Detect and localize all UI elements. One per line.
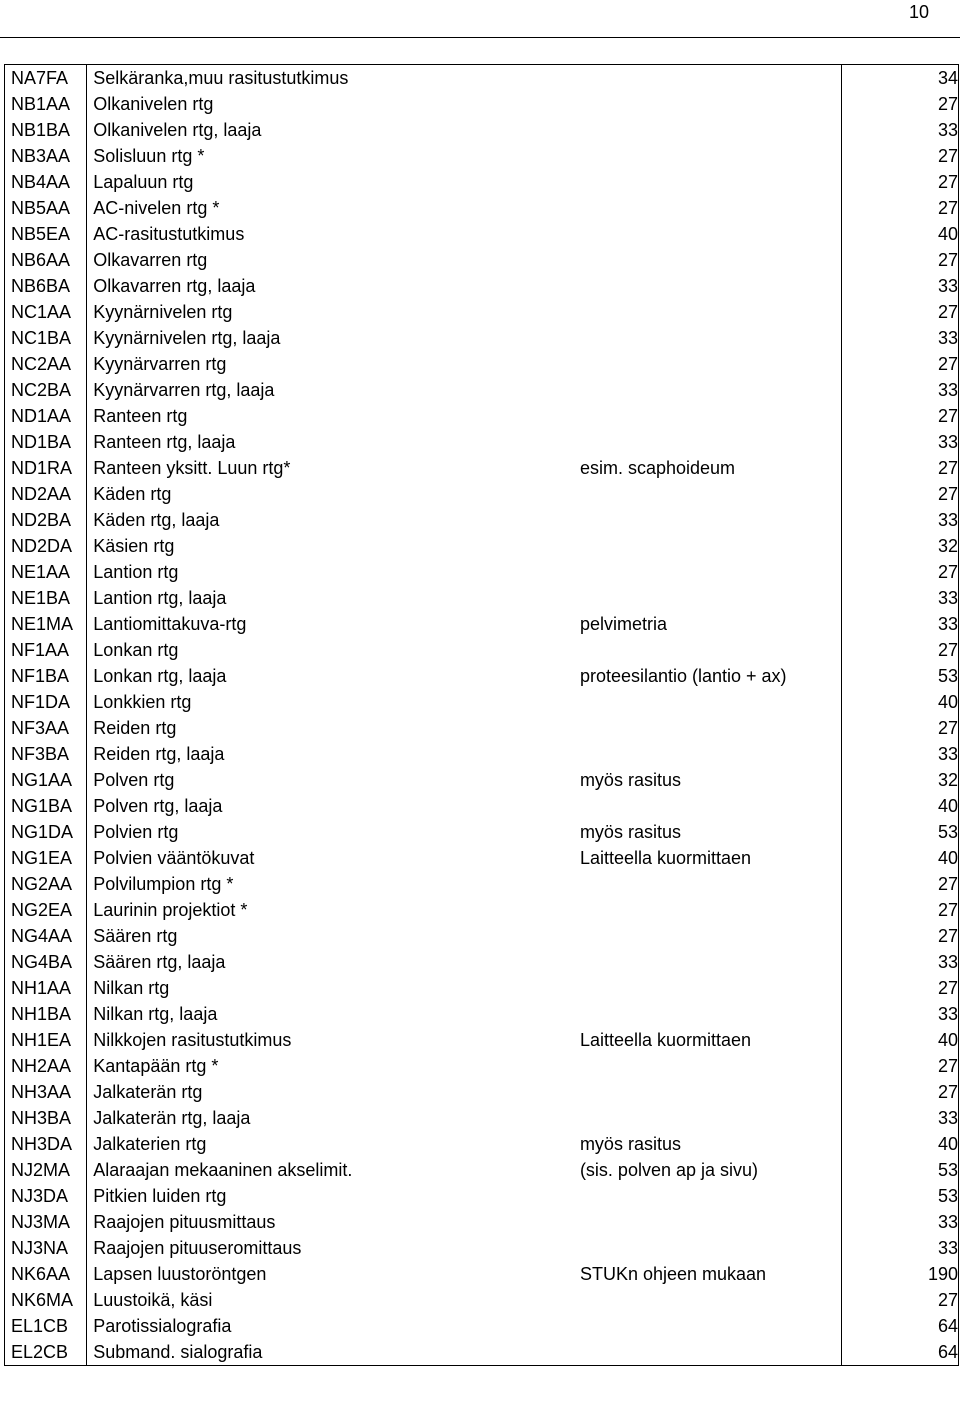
exam-note-cell	[574, 325, 842, 351]
exam-description-cell: Luustoikä, käsi	[87, 1287, 574, 1313]
exam-price-cell: 27	[842, 481, 959, 507]
table-row	[5, 845, 959, 871]
exam-note-cell: myös rasitus	[574, 1131, 842, 1157]
page-number: 10	[908, 2, 929, 22]
exam-description-cell: Jalkaterien rtg	[87, 1131, 574, 1157]
exam-description-cell: Ranteen rtg, laaja	[87, 429, 574, 455]
exam-description-cell: Ranteen rtg	[87, 403, 574, 429]
table-row	[5, 1001, 959, 1027]
exam-note-cell	[574, 1235, 842, 1261]
exam-code-cell: NB5AA	[5, 195, 87, 221]
exam-description-cell: Kyynärnivelen rtg, laaja	[87, 325, 574, 351]
exam-code-cell: NE1AA	[5, 559, 87, 585]
exam-description-cell: Nilkan rtg, laaja	[87, 1001, 574, 1027]
exam-code-cell: NH1EA	[5, 1027, 87, 1053]
table-row	[5, 975, 959, 1001]
table-row	[5, 767, 959, 793]
exam-note-cell: STUKn ohjeen mukaan	[574, 1261, 842, 1287]
table-row	[5, 637, 959, 663]
table-row	[5, 741, 959, 767]
table-row	[5, 299, 959, 325]
exam-code-cell: NK6MA	[5, 1287, 87, 1313]
exam-code-cell: NC2BA	[5, 377, 87, 403]
exam-price-cell: 33	[842, 507, 959, 533]
exam-description-cell: Käsien rtg	[87, 533, 574, 559]
exam-description-cell: Reiden rtg, laaja	[87, 741, 574, 767]
exam-note-cell	[574, 429, 842, 455]
exam-code-cell: NJ3MA	[5, 1209, 87, 1235]
table-row	[5, 1131, 959, 1157]
table-row	[5, 325, 959, 351]
exam-note-cell	[574, 923, 842, 949]
exam-description-cell: Lantiomittakuva-rtg	[87, 611, 574, 637]
exam-code-cell: NB6AA	[5, 247, 87, 273]
exam-description-cell: Nilkkojen rasitustutkimus	[87, 1027, 574, 1053]
exam-note-cell: Laitteella kuormittaen	[574, 1027, 842, 1053]
exam-note-cell	[574, 195, 842, 221]
exam-code-cell: NF3AA	[5, 715, 87, 741]
exam-note-cell	[574, 377, 842, 403]
exam-description-cell: Polvien vääntökuvat	[87, 845, 574, 871]
exam-description-cell: Olkavarren rtg, laaja	[87, 273, 574, 299]
table-row	[5, 481, 959, 507]
exam-code-cell: ND1BA	[5, 429, 87, 455]
exam-code-cell: NH3AA	[5, 1079, 87, 1105]
exam-note-cell	[574, 559, 842, 585]
exam-note-cell	[574, 533, 842, 559]
exam-description-cell: Kyynärnivelen rtg	[87, 299, 574, 325]
exam-price-cell: 53	[842, 663, 959, 689]
exam-code-cell: NG4AA	[5, 923, 87, 949]
table-row	[5, 507, 959, 533]
exam-price-cell: 32	[842, 767, 959, 793]
exam-code-cell: ND2AA	[5, 481, 87, 507]
exam-code-cell: NG4BA	[5, 949, 87, 975]
exam-price-cell: 27	[842, 195, 959, 221]
exam-note-cell	[574, 1339, 842, 1366]
exam-price-cell: 33	[842, 1105, 959, 1131]
exam-note-cell: myös rasitus	[574, 767, 842, 793]
exam-description-cell: Kantapään rtg *	[87, 1053, 574, 1079]
exam-code-cell: ND1RA	[5, 455, 87, 481]
exam-note-cell	[574, 507, 842, 533]
exam-description-cell: Lonkan rtg	[87, 637, 574, 663]
exam-code-cell: NB4AA	[5, 169, 87, 195]
exam-code-cell: NH2AA	[5, 1053, 87, 1079]
exam-note-cell	[574, 1313, 842, 1339]
exam-code-cell: NB3AA	[5, 143, 87, 169]
exam-code-cell: NG1AA	[5, 767, 87, 793]
exam-price-cell: 27	[842, 975, 959, 1001]
exam-note-cell: pelvimetria	[574, 611, 842, 637]
exam-note-cell: Laitteella kuormittaen	[574, 845, 842, 871]
exam-price-cell: 33	[842, 1001, 959, 1027]
exam-note-cell	[574, 1053, 842, 1079]
exam-code-cell: NB5EA	[5, 221, 87, 247]
exam-description-cell: Käden rtg, laaja	[87, 507, 574, 533]
exam-price-cell: 33	[842, 1209, 959, 1235]
exam-price-cell: 190	[842, 1261, 959, 1287]
exam-note-cell: esim. scaphoideum	[574, 455, 842, 481]
exam-note-cell	[574, 1183, 842, 1209]
exam-price-cell: 27	[842, 403, 959, 429]
exam-description-cell: Säären rtg, laaja	[87, 949, 574, 975]
exam-description-cell: Solisluun rtg *	[87, 143, 574, 169]
exam-note-cell	[574, 91, 842, 117]
exam-price-cell: 27	[842, 1079, 959, 1105]
table-row	[5, 195, 959, 221]
price-table	[4, 64, 959, 1366]
exam-note-cell	[574, 299, 842, 325]
exam-note-cell	[574, 1287, 842, 1313]
exam-description-cell: Säären rtg	[87, 923, 574, 949]
exam-note-cell	[574, 143, 842, 169]
table-row	[5, 1053, 959, 1079]
exam-note-cell	[574, 1209, 842, 1235]
exam-price-cell: 27	[842, 1053, 959, 1079]
exam-price-cell: 64	[842, 1313, 959, 1339]
exam-note-cell	[574, 403, 842, 429]
exam-price-cell: 27	[842, 871, 959, 897]
exam-note-cell	[574, 637, 842, 663]
table-row	[5, 1157, 959, 1183]
exam-code-cell: NF1BA	[5, 663, 87, 689]
exam-note-cell	[574, 273, 842, 299]
exam-note-cell	[574, 689, 842, 715]
exam-code-cell: ND2DA	[5, 533, 87, 559]
exam-code-cell: NG2AA	[5, 871, 87, 897]
table-row	[5, 1235, 959, 1261]
exam-note-cell	[574, 351, 842, 377]
exam-description-cell: Ranteen yksitt. Luun rtg*	[87, 455, 574, 481]
exam-description-cell: Pitkien luiden rtg	[87, 1183, 574, 1209]
exam-price-cell: 64	[842, 1339, 959, 1366]
exam-code-cell: NJ3NA	[5, 1235, 87, 1261]
exam-note-cell	[574, 897, 842, 923]
exam-price-cell: 40	[842, 1027, 959, 1053]
exam-description-cell: Olkanivelen rtg	[87, 91, 574, 117]
exam-price-cell: 33	[842, 949, 959, 975]
exam-code-cell: NG1DA	[5, 819, 87, 845]
exam-description-cell: Polven rtg, laaja	[87, 793, 574, 819]
exam-price-cell: 53	[842, 819, 959, 845]
exam-note-cell	[574, 793, 842, 819]
exam-description-cell: Jalkaterän rtg	[87, 1079, 574, 1105]
exam-note-cell	[574, 481, 842, 507]
exam-code-cell: NH3BA	[5, 1105, 87, 1131]
exam-price-cell: 27	[842, 637, 959, 663]
exam-note-cell	[574, 871, 842, 897]
exam-price-cell: 32	[842, 533, 959, 559]
table-row	[5, 585, 959, 611]
exam-code-cell: NG1EA	[5, 845, 87, 871]
exam-note-cell	[574, 1105, 842, 1131]
exam-price-cell: 33	[842, 1235, 959, 1261]
table-row	[5, 377, 959, 403]
exam-price-cell: 40	[842, 221, 959, 247]
exam-description-cell: Reiden rtg	[87, 715, 574, 741]
table-row	[5, 65, 959, 92]
exam-code-cell: NC2AA	[5, 351, 87, 377]
table-row	[5, 1287, 959, 1313]
exam-description-cell: Parotissialografia	[87, 1313, 574, 1339]
table-row	[5, 169, 959, 195]
exam-code-cell: EL1CB	[5, 1313, 87, 1339]
table-row	[5, 429, 959, 455]
exam-description-cell: Polvilumpion rtg *	[87, 871, 574, 897]
exam-code-cell: NB1AA	[5, 91, 87, 117]
table-row	[5, 793, 959, 819]
exam-code-cell: NH1BA	[5, 1001, 87, 1027]
table-row	[5, 455, 959, 481]
exam-description-cell: Lonkkien rtg	[87, 689, 574, 715]
exam-price-cell: 34	[842, 65, 959, 92]
exam-note-cell	[574, 117, 842, 143]
exam-code-cell: NK6AA	[5, 1261, 87, 1287]
exam-code-cell: NE1BA	[5, 585, 87, 611]
exam-description-cell: Raajojen pituusmittaus	[87, 1209, 574, 1235]
table-row	[5, 117, 959, 143]
table-row	[5, 1313, 959, 1339]
exam-description-cell: Lantion rtg	[87, 559, 574, 585]
exam-price-cell: 27	[842, 897, 959, 923]
exam-price-cell: 27	[842, 1287, 959, 1313]
exam-price-cell: 53	[842, 1183, 959, 1209]
exam-description-cell: Raajojen pituuseromittaus	[87, 1235, 574, 1261]
table-row	[5, 819, 959, 845]
table-row	[5, 689, 959, 715]
exam-price-cell: 40	[842, 1131, 959, 1157]
exam-price-cell: 33	[842, 585, 959, 611]
table-row	[5, 611, 959, 637]
exam-code-cell: NH1AA	[5, 975, 87, 1001]
table-row	[5, 1209, 959, 1235]
exam-code-cell: NB1BA	[5, 117, 87, 143]
table-row	[5, 1261, 959, 1287]
exam-description-cell: AC-nivelen rtg *	[87, 195, 574, 221]
exam-description-cell: Kyynärvarren rtg, laaja	[87, 377, 574, 403]
exam-description-cell: Laurinin projektiot *	[87, 897, 574, 923]
exam-code-cell: NF3BA	[5, 741, 87, 767]
table-row	[5, 663, 959, 689]
exam-description-cell: Käden rtg	[87, 481, 574, 507]
exam-price-cell: 27	[842, 143, 959, 169]
exam-note-cell	[574, 715, 842, 741]
table-row	[5, 221, 959, 247]
exam-description-cell: Lantion rtg, laaja	[87, 585, 574, 611]
table-row	[5, 1183, 959, 1209]
exam-note-cell: myös rasitus	[574, 819, 842, 845]
exam-price-cell: 27	[842, 559, 959, 585]
exam-code-cell: NG1BA	[5, 793, 87, 819]
table-row	[5, 403, 959, 429]
exam-code-cell: NC1AA	[5, 299, 87, 325]
exam-code-cell: NJ3DA	[5, 1183, 87, 1209]
table-row	[5, 247, 959, 273]
exam-description-cell: Alaraajan mekaaninen akselimit.	[87, 1157, 574, 1183]
exam-note-cell	[574, 1079, 842, 1105]
exam-price-cell: 27	[842, 715, 959, 741]
table-row	[5, 949, 959, 975]
table-row	[5, 351, 959, 377]
exam-code-cell: ND2BA	[5, 507, 87, 533]
exam-price-cell: 33	[842, 273, 959, 299]
exam-code-cell: NG2EA	[5, 897, 87, 923]
exam-description-cell: Olkavarren rtg	[87, 247, 574, 273]
exam-note-cell	[574, 585, 842, 611]
table-row	[5, 923, 959, 949]
table-row	[5, 559, 959, 585]
exam-description-cell: Selkäranka,muu rasitustutkimus	[87, 65, 574, 92]
table-row	[5, 1339, 959, 1366]
exam-price-cell: 40	[842, 793, 959, 819]
exam-code-cell: NH3DA	[5, 1131, 87, 1157]
exam-note-cell	[574, 221, 842, 247]
exam-price-cell: 27	[842, 299, 959, 325]
exam-note-cell	[574, 949, 842, 975]
exam-price-cell: 27	[842, 351, 959, 377]
exam-note-cell	[574, 169, 842, 195]
exam-price-cell: 27	[842, 247, 959, 273]
exam-code-cell: NF1AA	[5, 637, 87, 663]
exam-description-cell: Jalkaterän rtg, laaja	[87, 1105, 574, 1131]
exam-description-cell: Polvien rtg	[87, 819, 574, 845]
table-row	[5, 91, 959, 117]
table-row	[5, 1027, 959, 1053]
exam-description-cell: Lonkan rtg, laaja	[87, 663, 574, 689]
exam-note-cell	[574, 247, 842, 273]
exam-description-cell: Olkanivelen rtg, laaja	[87, 117, 574, 143]
table-row	[5, 143, 959, 169]
exam-note-cell: (sis. polven ap ja sivu)	[574, 1157, 842, 1183]
table-row	[5, 533, 959, 559]
exam-price-cell: 27	[842, 455, 959, 481]
exam-code-cell: ND1AA	[5, 403, 87, 429]
exam-price-cell: 33	[842, 741, 959, 767]
exam-price-cell: 33	[842, 377, 959, 403]
table-row	[5, 273, 959, 299]
exam-price-cell: 40	[842, 689, 959, 715]
exam-code-cell: NJ2MA	[5, 1157, 87, 1183]
exam-code-cell: EL2CB	[5, 1339, 87, 1366]
exam-price-cell: 27	[842, 91, 959, 117]
exam-code-cell: NF1DA	[5, 689, 87, 715]
exam-code-cell: NE1MA	[5, 611, 87, 637]
exam-note-cell	[574, 741, 842, 767]
exam-description-cell: AC-rasitustutkimus	[87, 221, 574, 247]
exam-price-cell: 33	[842, 117, 959, 143]
exam-price-cell: 33	[842, 429, 959, 455]
table-row	[5, 871, 959, 897]
exam-price-cell: 33	[842, 325, 959, 351]
exam-code-cell: NA7FA	[5, 65, 87, 92]
exam-price-cell: 40	[842, 845, 959, 871]
exam-price-cell: 27	[842, 169, 959, 195]
table-row	[5, 897, 959, 923]
exam-code-cell: NC1BA	[5, 325, 87, 351]
exam-description-cell: Kyynärvarren rtg	[87, 351, 574, 377]
exam-description-cell: Lapsen luustoröntgen	[87, 1261, 574, 1287]
exam-note-cell	[574, 975, 842, 1001]
exam-description-cell: Lapaluun rtg	[87, 169, 574, 195]
exam-price-cell: 33	[842, 611, 959, 637]
table-row	[5, 1105, 959, 1131]
table-row	[5, 715, 959, 741]
exam-description-cell: Nilkan rtg	[87, 975, 574, 1001]
exam-note-cell	[574, 65, 842, 92]
price-table-body	[5, 65, 959, 1366]
exam-description-cell: Submand. sialografia	[87, 1339, 574, 1366]
table-row	[5, 1079, 959, 1105]
exam-note-cell: proteesilantio (lantio + ax)	[574, 663, 842, 689]
exam-price-cell: 53	[842, 1157, 959, 1183]
header-rule	[0, 37, 960, 38]
exam-price-cell: 27	[842, 923, 959, 949]
exam-note-cell	[574, 1001, 842, 1027]
exam-description-cell: Polven rtg	[87, 767, 574, 793]
exam-code-cell: NB6BA	[5, 273, 87, 299]
